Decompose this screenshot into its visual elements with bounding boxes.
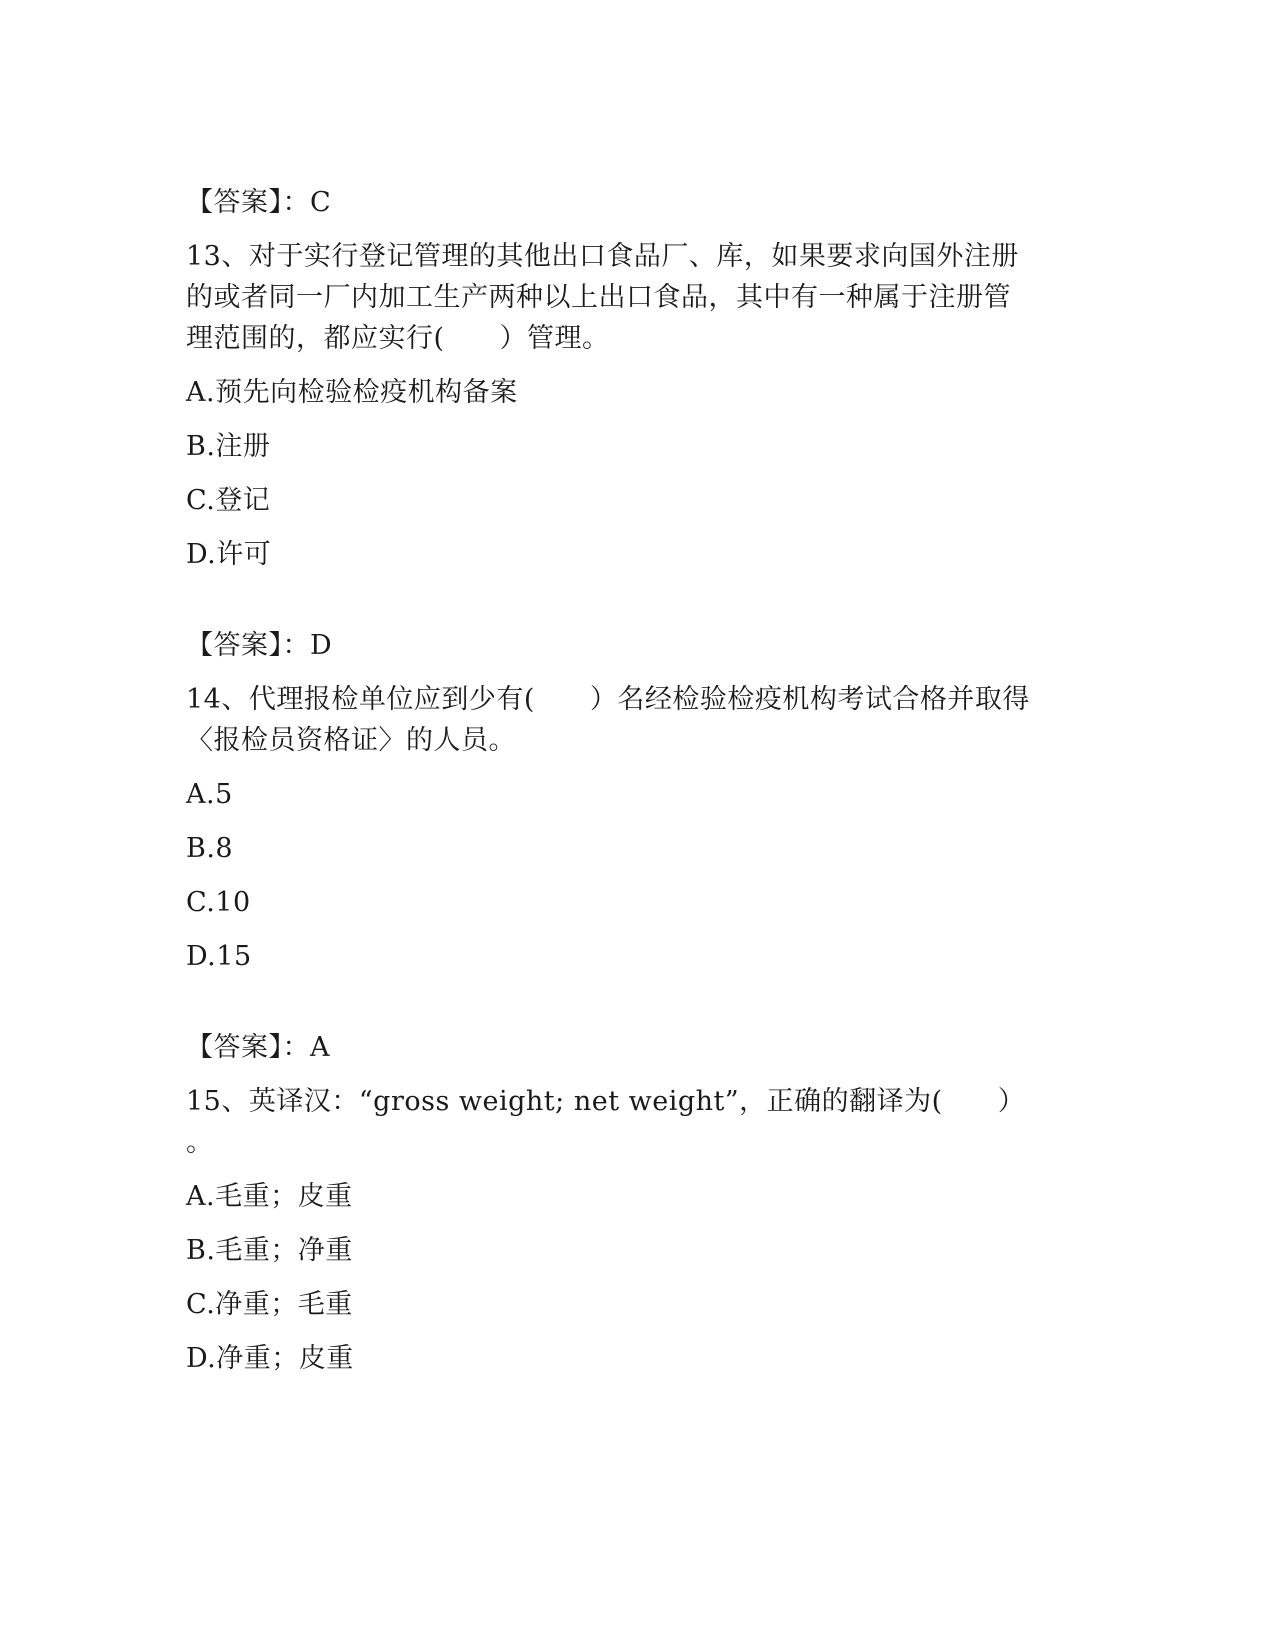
- question-13-line-2: 的或者同一厂内加工生产两种以上出口食品，其中有一种属于注册管: [186, 282, 1011, 313]
- question-15-line-2: 。: [186, 1127, 214, 1158]
- question-14-line-1: 14、代理报检单位应到少有( ）名经检验检疫机构考试合格并取得: [186, 684, 1030, 715]
- option-b: B.毛重；净重: [186, 1235, 353, 1266]
- option-a: A.预先向检验检疫机构备案: [186, 377, 518, 408]
- answer-label: 【答案】：C: [186, 187, 332, 218]
- option-c: C.登记: [186, 485, 271, 516]
- option-c: C.10: [186, 887, 251, 918]
- option-a: A.毛重；皮重: [186, 1181, 353, 1212]
- option-c: C.净重；毛重: [186, 1289, 353, 1320]
- answer-label: 【答案】：A: [186, 1032, 330, 1063]
- option-d: D.15: [186, 941, 252, 972]
- question-13-line-3: 理范围的，都应实行( ）管理。: [186, 323, 610, 354]
- option-b: B.8: [186, 833, 234, 864]
- option-d: D.许可: [186, 539, 272, 570]
- option-d: D.净重；皮重: [186, 1343, 354, 1374]
- question-14-line-2: 〈报检员资格证〉的人员。: [186, 725, 516, 756]
- answer-label: 【答案】：D: [186, 630, 333, 661]
- option-b: B.注册: [186, 431, 271, 462]
- option-a: A.5: [186, 779, 233, 810]
- question-13-line-1: 13、对于实行登记管理的其他出口食品厂、库，如果要求向国外注册: [186, 241, 1019, 272]
- question-15-line-1: 15、英译汉：“gross weight; net weight”，正确的翻译为( ）: [186, 1086, 1026, 1117]
